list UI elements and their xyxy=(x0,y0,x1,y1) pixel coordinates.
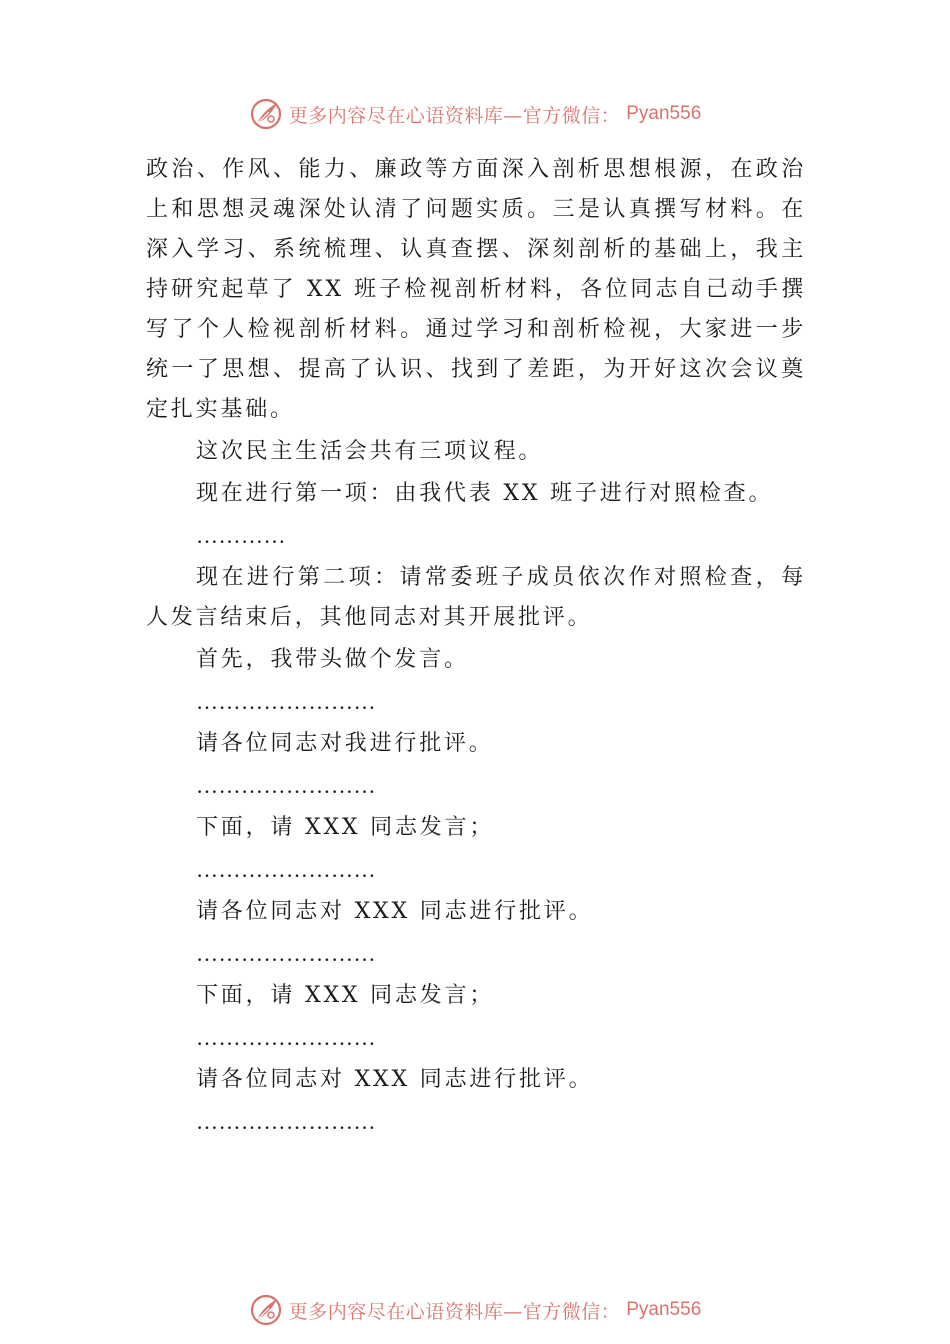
paragraph: 现在进行第二项：请常委班子成员依次作对照检查，每人发言结束后，其他同志对其开展批评。 xyxy=(146,565,806,630)
quill-circle-icon xyxy=(249,1293,283,1327)
paragraph: 下面，请 XXX 同志发言； xyxy=(196,815,495,840)
document-body xyxy=(146,150,806,1142)
quill-circle-icon xyxy=(249,97,283,131)
paragraph: 下面，请 XXX 同志发言； xyxy=(196,983,495,1008)
wechat-id: Pyan556 xyxy=(626,103,702,124)
banner-text: 更多内容尽在心语资料库—官方微信： xyxy=(288,1300,621,1323)
ellipsis-line: …………………… xyxy=(196,941,376,966)
paragraph: 请各位同志对我进行批评。 xyxy=(196,731,494,756)
paragraph: 请各位同志对 XXX 同志进行批评。 xyxy=(196,1067,594,1092)
header-banner xyxy=(0,94,950,134)
ellipsis-line: …………………… xyxy=(196,773,376,798)
footer-banner xyxy=(0,1290,950,1330)
paragraph: 现在进行第一项：由我代表 XX 班子进行对照检查。 xyxy=(196,481,774,506)
ellipsis-line: ………… xyxy=(196,523,286,548)
paragraph: 这次民主生活会共有三项议程。 xyxy=(196,439,544,464)
wechat-id: Pyan556 xyxy=(626,1299,702,1320)
ellipsis-line: …………………… xyxy=(196,1025,376,1050)
paragraph: 政治、作风、能力、廉政等方面深入剖析思想根源，在政治上和思想灵魂深处认清了问题实质。三是认真撰写材料。在深入学习、系统梳理、认真查摆、深刻剖析的基础上，我主持研究起草了 XX 班子检视剖析材料，各位同志自己动手撰写了个人检视剖析材料。通过学习和剖析检视，大家进一步统一了思想、提高了认识、找到了差距，为开好这次会议奠定扎实基础。 xyxy=(146,157,806,422)
banner-text: 更多内容尽在心语资料库—官方微信： xyxy=(288,104,621,127)
ellipsis-line: …………………… xyxy=(196,857,376,882)
ellipsis-line: …………………… xyxy=(196,1109,376,1134)
paragraph: 首先，我带头做个发言。 xyxy=(196,647,469,672)
paragraph: 请各位同志对 XXX 同志进行批评。 xyxy=(196,899,594,924)
ellipsis-line: …………………… xyxy=(196,689,376,714)
